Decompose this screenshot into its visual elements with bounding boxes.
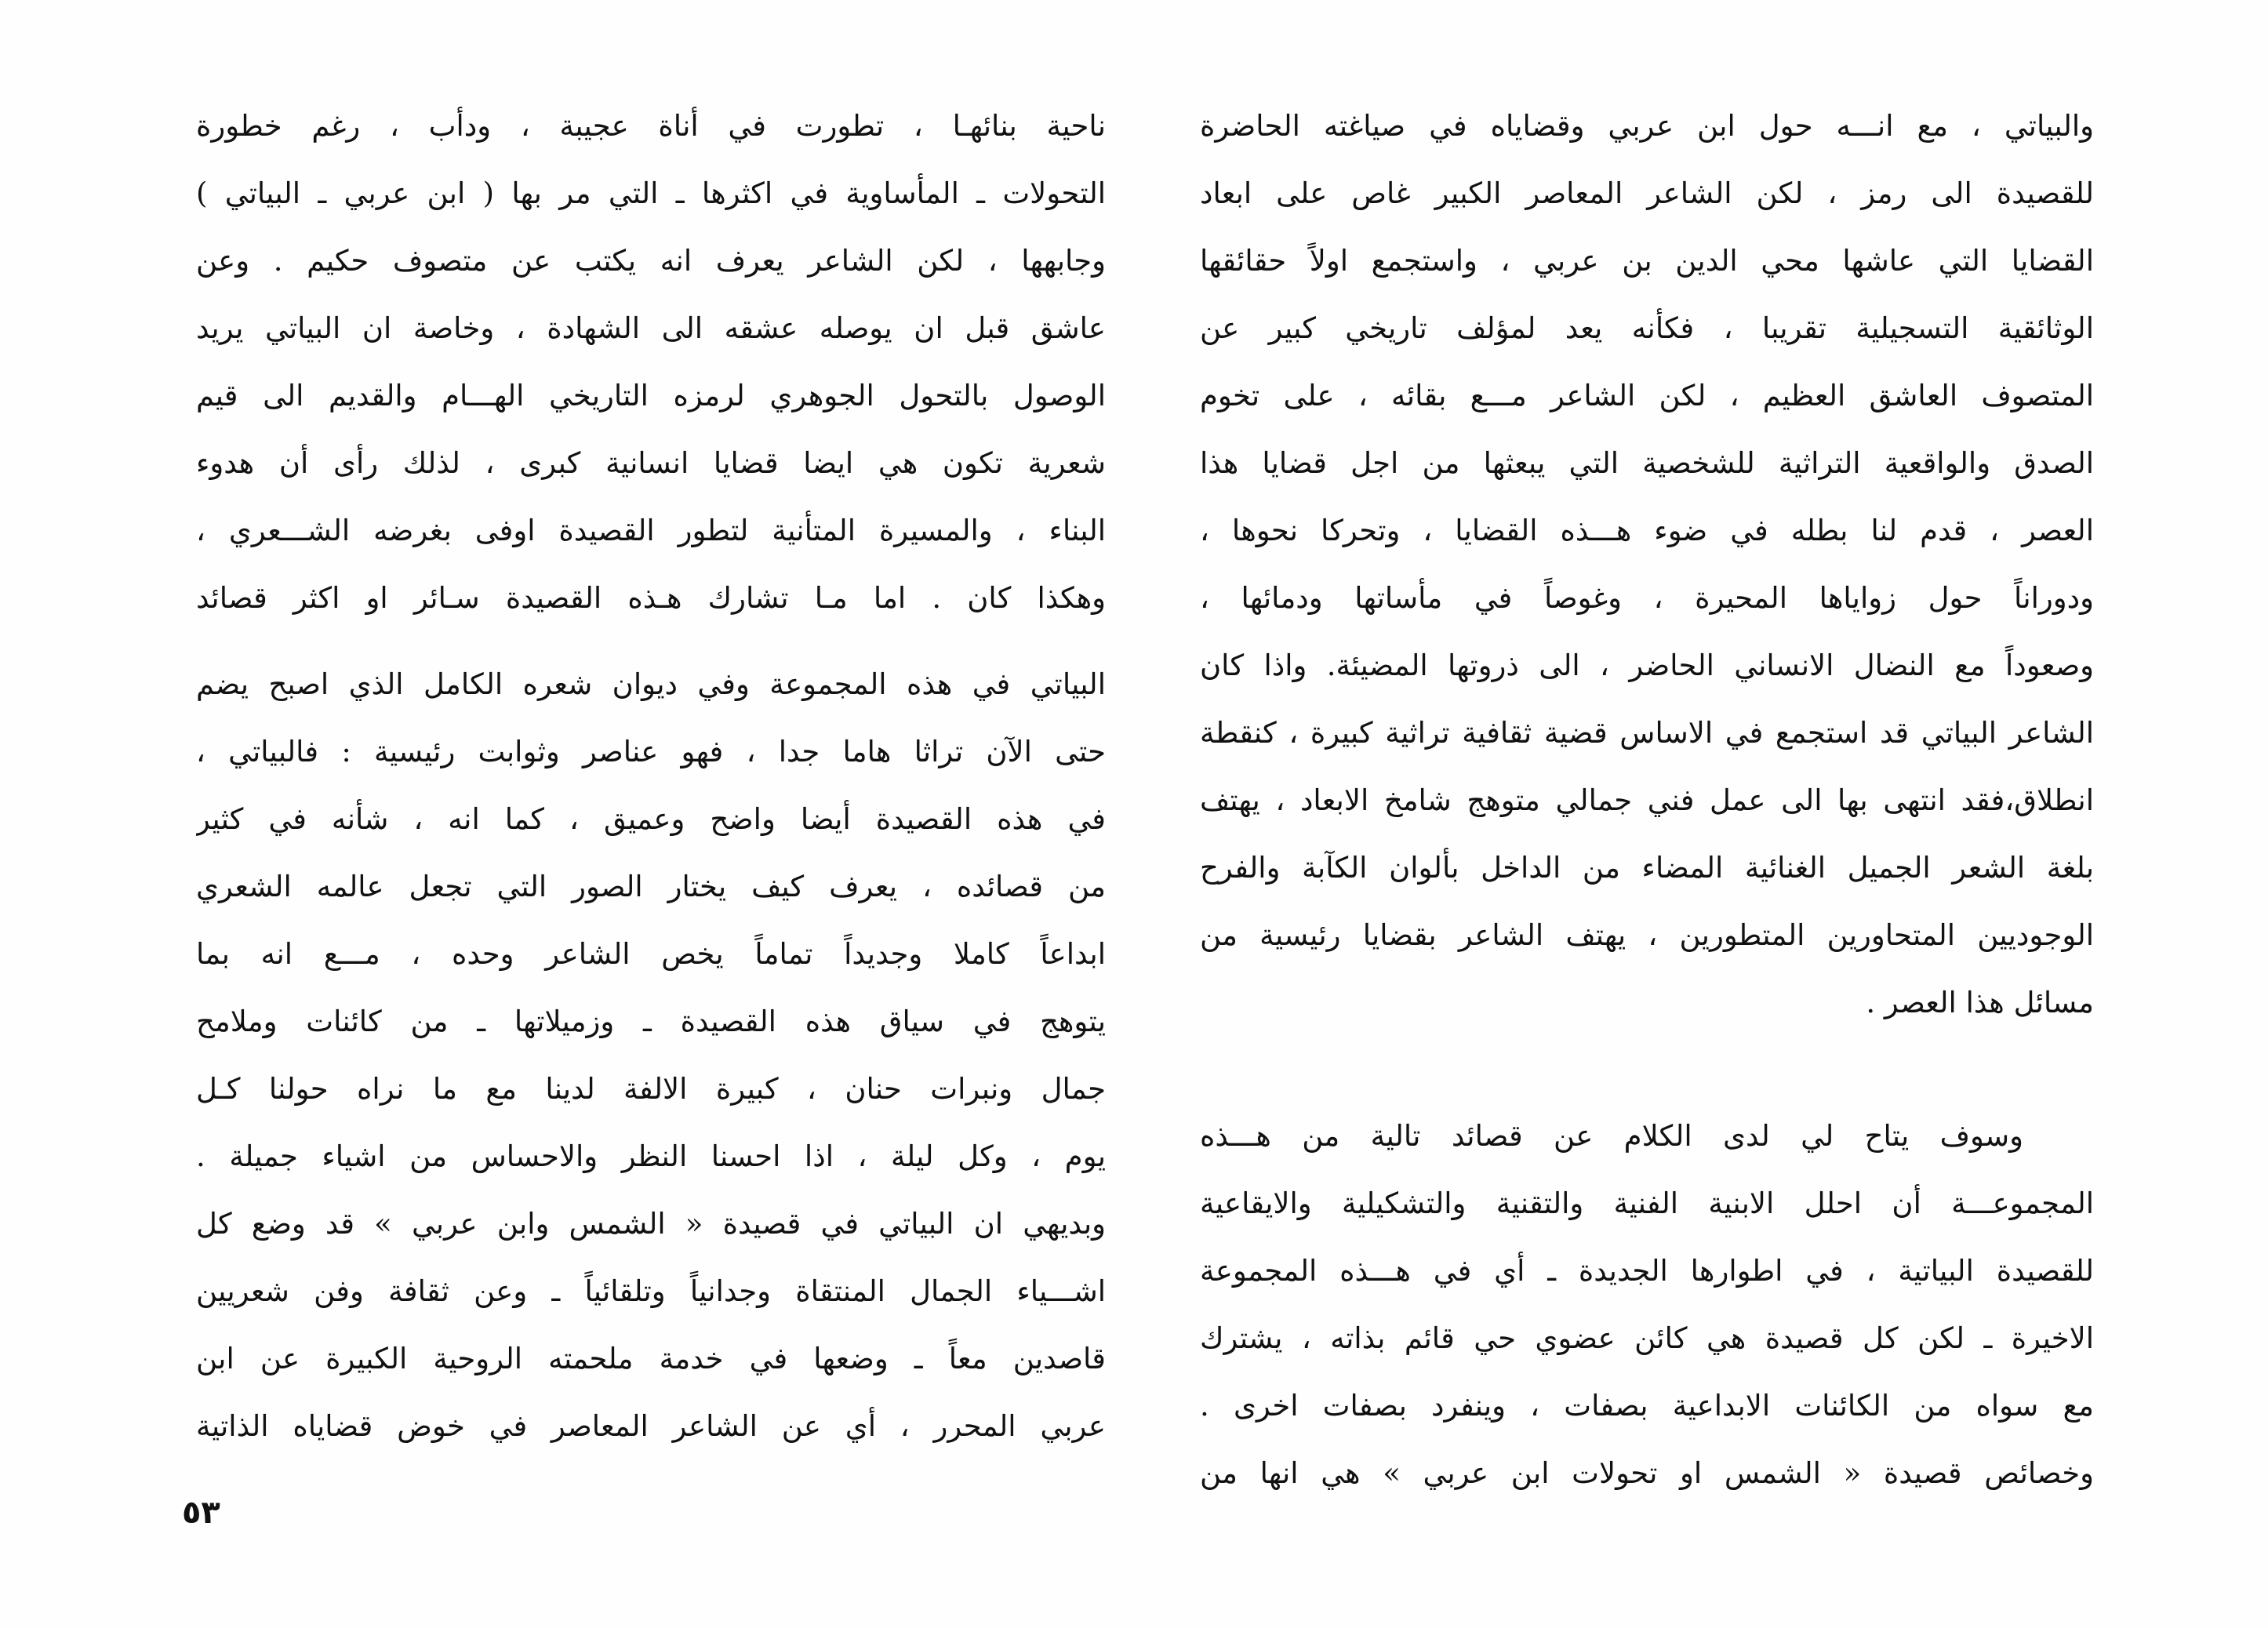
left-paragraph-1 — [196, 93, 1106, 632]
text-line: الشاعر البياتي قد استجمع في الاساس قضية ثقافية تراثية كبيرة ، كنقطة — [1200, 716, 2094, 750]
right-paragraph-2 — [1200, 1103, 2094, 1507]
paragraph-gap — [196, 632, 1106, 651]
text-line: ابداعاً كاملا وجديداً تماماً يخص الشاعر وحده ، مـــع انه بما — [196, 937, 1106, 971]
text-line: البناء ، والمسيرة المتأنية لتطور القصيدة اوفى بغرضه الشـــعري ، — [196, 514, 1106, 547]
text-line: يوم ، وكل ليلة ، اذا احسنا النظر والاحساس من اشياء جميلة . — [196, 1139, 1106, 1173]
text-line: في هذه القصيدة أيضا واضح وعميق ، كما انه ، شأنه في كثير — [196, 802, 1106, 836]
text-line: للقصيدة الى رمز ، لكن الشاعر المعاصر الكبير غاص على ابعاد — [1200, 176, 2094, 210]
text-line: القضايا التي عاشها محي الدين بن عربي ، واستجمع اولاً حقائقها — [1200, 244, 2094, 278]
text-line: شعرية تكون هي ايضا قضايا انسانية كبرى ، لذلك رأى أن هدوء — [196, 446, 1106, 480]
right-column — [1200, 93, 2094, 1507]
text-line: المتصوف العاشق العظيم ، لكن الشاعر مـــع بقائه ، على تخوم — [1200, 379, 2094, 412]
text-line: ناحية بنائهـا ، تطورت في أناة عجيبة ، ودأب ، رغم خطورة — [196, 109, 1106, 143]
text-line: انطلاق،فقد انتهى بها الى عمل فني جمالي متوهج شامخ الابعاد ، يهتف — [1200, 783, 2094, 817]
text-line: جمال ونبرات حنان ، كبيرة الالفة لدينا مع ما نراه حولنا كـل — [196, 1072, 1106, 1106]
text-line: العصر ، قدم لنا بطله في ضوء هـــذه القضايا ، وتحركا نحوها ، — [1200, 514, 2094, 547]
text-line: بلغة الشعر الجميل الغنائية المضاء من الداخل بألوان الكآبة والفرح — [1200, 851, 2094, 885]
text-line: يتوهج في سياق هذه القصيدة ـ وزميلاتها ـ من كائنات وملامح — [196, 1005, 1106, 1038]
text-line: قاصدين معاً ـ وضعها في خدمة ملحمته الروحية الكبيرة عن ابن — [196, 1342, 1106, 1375]
text-line: وسوف يتاح لي لدى الكلام عن قصائد تالية من هـــذه — [1200, 1119, 2023, 1153]
text-line: البياتي في هذه المجموعة وفي ديوان شعره الكامل الذي اصبح يضم — [196, 667, 1106, 701]
paragraph-gap — [1200, 1037, 2094, 1103]
text-line: والبياتي ، مع انـــه حول ابن عربي وقضاياه في صياغته الحاضرة — [1200, 109, 2094, 143]
text-line: عربي المحرر ، أي عن الشاعر المعاصر في خوض قضاياه الذاتية — [196, 1409, 1106, 1443]
text-line: الوثائقية التسجيلية تقريبا ، فكأنه يعد لمؤلف تاريخي كبير عن — [1200, 311, 2094, 345]
text-line: اشـــياء الجمال المنتقاة وجدانياً وتلقائياً ـ وعن ثقافة وفن شعريين — [196, 1274, 1106, 1308]
right-paragraph-1 — [1200, 93, 2094, 1037]
text-line: الصدق والواقعية التراثية للشخصية التي يبعثها من اجل قضايا هذا — [1200, 446, 2094, 480]
text-line: مع سواه من الكائنات الابداعية بصفات ، وينفرد بصفات اخرى . — [1200, 1389, 2094, 1423]
text-line: وخصائص قصيدة « الشمس او تحولات ابن عربي » هي انها من — [1200, 1456, 2094, 1490]
text-line: الاخيرة ـ لكن كل قصيدة هي كائن عضوي حي قائم بذاته ، يشترك — [1200, 1321, 2094, 1355]
text-line: ودوراناً حول زواياها المحيرة ، وغوصاً في مأساتها ودمائها ، — [1200, 581, 2094, 615]
left-paragraph-2 — [196, 651, 1106, 1460]
text-line: وبديهي ان البياتي في قصيدة « الشمس وابن عربي » قد وضع كل — [196, 1207, 1106, 1241]
text-line: وصعوداً مع النضال الانساني الحاضر ، الى ذروتها المضيئة. واذا كان — [1200, 649, 2094, 682]
text-line: الوجوديين المتحاورين المتطورين ، يهتف الشاعر بقضايا رئيسية من — [1200, 918, 2094, 952]
text-line: وجابهها ، لكن الشاعر يعرف انه يكتب عن متصوف حكيم . وعن — [196, 244, 1106, 278]
text-line: المجموعـــة أن احلل الابنية الفنية والتقنية والتشكيلية والايقاعية — [1200, 1186, 2094, 1220]
left-column — [196, 93, 1106, 1460]
text-line: من قصائده ، يعرف كيف يختار الصور التي تجعل عالمه الشعري — [196, 870, 1106, 903]
text-line: التحولات ـ المأساوية في اكثرها ـ التي مر بها ( ابن عربي ـ البياتي ) — [196, 176, 1106, 210]
text-line: حتى الآن تراثا هاما جدا ، فهو عناصر وثوابت رئيسية : فالبياتي ، — [196, 735, 1106, 769]
text-line: الوصول بالتحول الجوهري لرمزه التاريخي الهـــام والقديم الى قيم — [196, 379, 1106, 412]
text-line: وهكذا كان . اما مـا تشارك هـذه القصيدة سـائر او اكثر قصائد — [196, 581, 1106, 615]
text-line: للقصيدة البياتية ، في اطوارها الجديدة ـ أي في هـــذه المجموعة — [1200, 1254, 2094, 1288]
text-line: مسائل هذا العصر . — [1866, 986, 2094, 1019]
text-line: عاشق قبل ان يوصله عشقه الى الشهادة ، وخاصة ان البياتي يريد — [196, 311, 1106, 345]
page-number: ٥٣ — [182, 1495, 220, 1531]
